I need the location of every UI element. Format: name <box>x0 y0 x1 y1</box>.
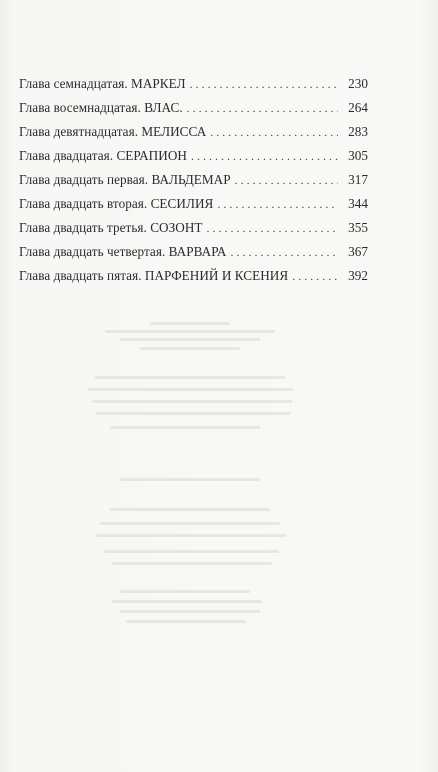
toc-entry <box>19 216 368 240</box>
toc-entry-page: 264 <box>348 100 368 115</box>
toc-entry-title: Глава восемнадцатая. ВЛАС. <box>19 100 183 115</box>
toc-entry <box>19 72 368 96</box>
toc-entry-page: 392 <box>348 268 368 283</box>
toc-leader-dots <box>217 192 338 216</box>
toc-leader-dots <box>230 240 338 264</box>
toc-entry-title: Глава двадцать вторая. СЕСИЛИЯ <box>19 196 214 211</box>
toc-leader-dots <box>207 216 338 240</box>
toc-leader-dots <box>191 144 338 168</box>
toc-leader-dots <box>210 120 338 144</box>
toc-entry-page: 367 <box>348 244 368 259</box>
table-of-contents <box>19 72 368 288</box>
toc-entry-page: 355 <box>348 220 368 235</box>
toc-entry <box>19 120 368 144</box>
toc-entry-page: 230 <box>348 76 368 91</box>
toc-entry-title: Глава семнадцатая. МАРКЕЛ <box>19 76 186 91</box>
toc-entry-title: Глава двадцать четвертая. ВАРВАРА <box>19 244 227 259</box>
toc-entry-title: Глава двадцать третья. СОЗОНТ <box>19 220 203 235</box>
toc-entry-title: Глава двадцать первая. ВАЛЬДЕМАР <box>19 172 231 187</box>
toc-entry-page: 344 <box>348 196 368 211</box>
toc-entry <box>19 144 368 168</box>
toc-entry <box>19 240 368 264</box>
toc-entry <box>19 264 368 288</box>
toc-entry-title: Глава двадцать пятая. ПАРФЕНИЙ И КСЕНИЯ <box>19 268 289 283</box>
toc-leader-dots <box>292 264 338 288</box>
toc-entry <box>19 192 368 216</box>
toc-entry-page: 305 <box>348 148 368 163</box>
toc-leader-dots <box>187 96 338 120</box>
toc-entry <box>19 96 368 120</box>
toc-entry-page: 317 <box>348 172 368 187</box>
toc-leader-dots <box>190 72 338 96</box>
toc-entry-title: Глава двадцатая. СЕРАПИОН <box>19 148 187 163</box>
toc-leader-dots <box>235 168 338 192</box>
toc-entry-title: Глава девятнадцатая. МЕЛИССА <box>19 124 207 139</box>
toc-entry-page: 283 <box>348 124 368 139</box>
toc-entry <box>19 168 368 192</box>
